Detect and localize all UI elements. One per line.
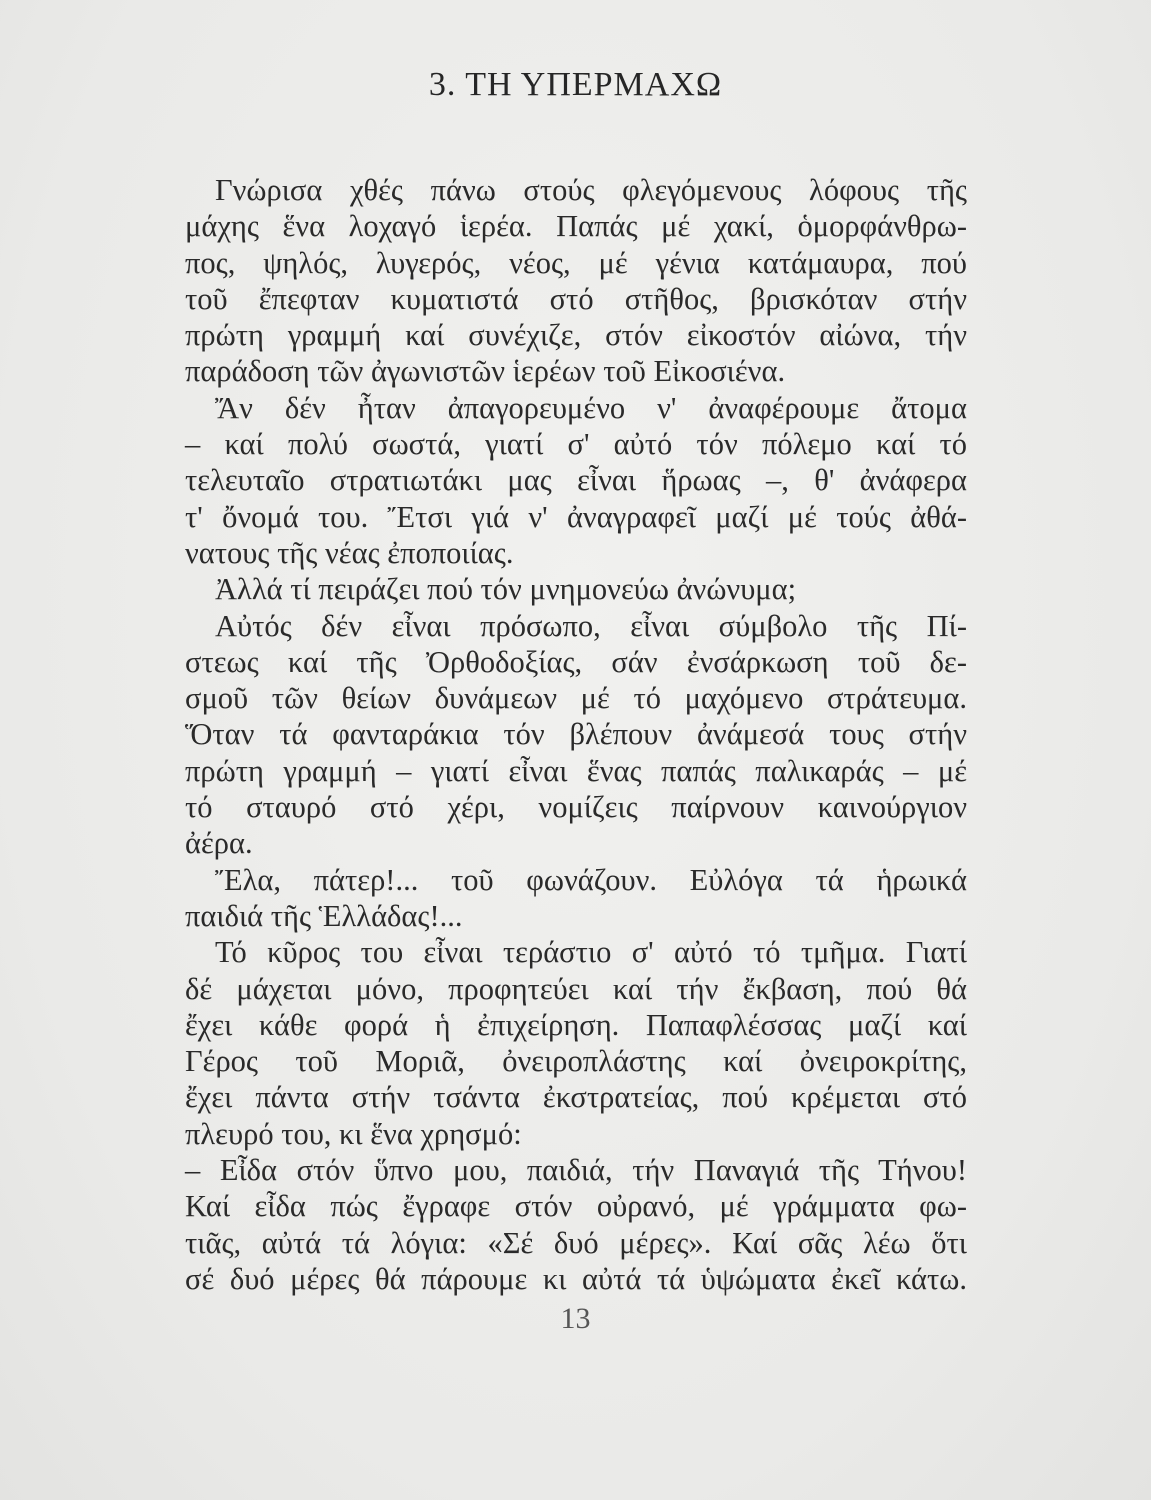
text-line: Καί εἶδα πώς ἔγραφε στόν οὐρανό, μέ γράμματα φω- xyxy=(185,1189,967,1224)
text-line: πλευρό του, κι ἕνα χρησμό: xyxy=(185,1116,522,1151)
text-line: πρώτη γραμμή καί συνέχιζε, στόν εἰκοστόν αἰώνα, τήν xyxy=(185,318,967,353)
text-line: σμοῦ τῶν θείων δυνάμεων μέ τό μαχόμενο στράτευμα. xyxy=(185,681,967,716)
text-line: τό σταυρό στό χέρι, νομίζεις παίρνουν καινούργιον xyxy=(185,790,967,825)
text-line: ἔχει πάντα στήν τσάντα ἐκστρατείας, πού κρέμεται στό xyxy=(185,1080,967,1115)
text-line: παράδοση τῶν ἀγωνιστῶν ἱερέων τοῦ Εἰκοσιένα. xyxy=(185,354,786,389)
text-line: Αὐτός δέν εἶναι πρόσωπο, εἶναι σύμβολο τῆς Πί- xyxy=(215,608,967,643)
text-line: στεως καί τῆς Ὀρθοδοξίας, σάν ἐνσάρκωση τοῦ δε- xyxy=(185,644,967,679)
text-line: τιᾶς, αὐτά τά λόγια: «Σέ δυό μέρες». Καί σᾶς λέω ὅτι xyxy=(185,1225,967,1260)
text-line: δέ μάχεται μόνο, προφητεύει καί τήν ἔκβαση, πού θά xyxy=(185,971,967,1006)
text-line: Ἔλα, πάτερ!... τοῦ φωνάζουν. Εὐλόγα τά ἡρωικά xyxy=(215,862,967,897)
text-line: πρώτη γραμμή – γιατί εἶναι ἕνας παπάς παλικαράς – μέ xyxy=(185,753,967,788)
text-line: ἔχει κάθε φορά ἡ ἐπιχείρηση. Παπαφλέσσας μαζί καί xyxy=(185,1007,967,1042)
text-line: παιδιά τῆς Ἑλλάδας!... xyxy=(185,898,463,933)
text-line: Γέρος τοῦ Μοριᾶ, ὀνειροπλάστης καί ὀνειροκρίτης, xyxy=(185,1044,967,1079)
chapter-title: 3. ΤΗ ΥΠΕΡΜΑΧΩ xyxy=(428,66,723,103)
text-line: τοῦ ἔπεφταν κυματιστά στό στῆθος, βρισκόταν στήν xyxy=(185,281,967,316)
text-line: Ἀλλά τί πειράζει πού τόν μνημονεύω ἀνώνυμα; xyxy=(215,572,797,607)
text-line: πος, ψηλός, λυγερός, νέος, μέ γένια κατάμαυρα, πού xyxy=(185,245,967,280)
text-line: μάχης ἕνα λοχαγό ἱερέα. Παπάς μέ χακί, ὁμορφάνθρω- xyxy=(185,209,967,244)
text-line: Γνώρισα χθές πάνω στούς φλεγόμενους λόφους τῆς xyxy=(215,173,967,207)
text-line: νατους τῆς νέας ἐποποιίας. xyxy=(185,535,514,570)
page-number: 13 xyxy=(560,1302,591,1335)
text-line: ἀέρα. xyxy=(185,826,253,861)
text-line: τ' ὄνομά του. Ἔτσι γιά ν' ἀναγραφεῖ μαζί μέ τούς ἀθά- xyxy=(185,499,967,534)
text-line: Τό κῦρος του εἶναι τεράστιο σ' αὐτό τό τμῆμα. Γιατί xyxy=(215,935,967,970)
text-line: Ἄν δέν ἦταν ἀπαγορευμένο ν' ἀναφέρουμε ἄτομα xyxy=(215,390,967,425)
text-line: – Εἶδα στόν ὕπνο μου, παιδιά, τήν Παναγιά τῆς Τήνου! xyxy=(185,1153,967,1188)
text-line: Ὅταν τά φανταράκια τόν βλέπουν ἀνάμεσά τους στήν xyxy=(185,717,967,752)
text-line: σέ δυό μέρες θά πάρουμε κι αὐτά τά ὑψώματα ἐκεῖ κάτω. xyxy=(185,1261,967,1296)
body-text xyxy=(185,172,967,1297)
text-line: τελευταῖο στρατιωτάκι μας εἶναι ἥρωας –, θ' ἀνάφερα xyxy=(185,463,967,498)
text-line: – καί πολύ σωστά, γιατί σ' αὐτό τόν πόλεμο καί τό xyxy=(185,427,967,462)
